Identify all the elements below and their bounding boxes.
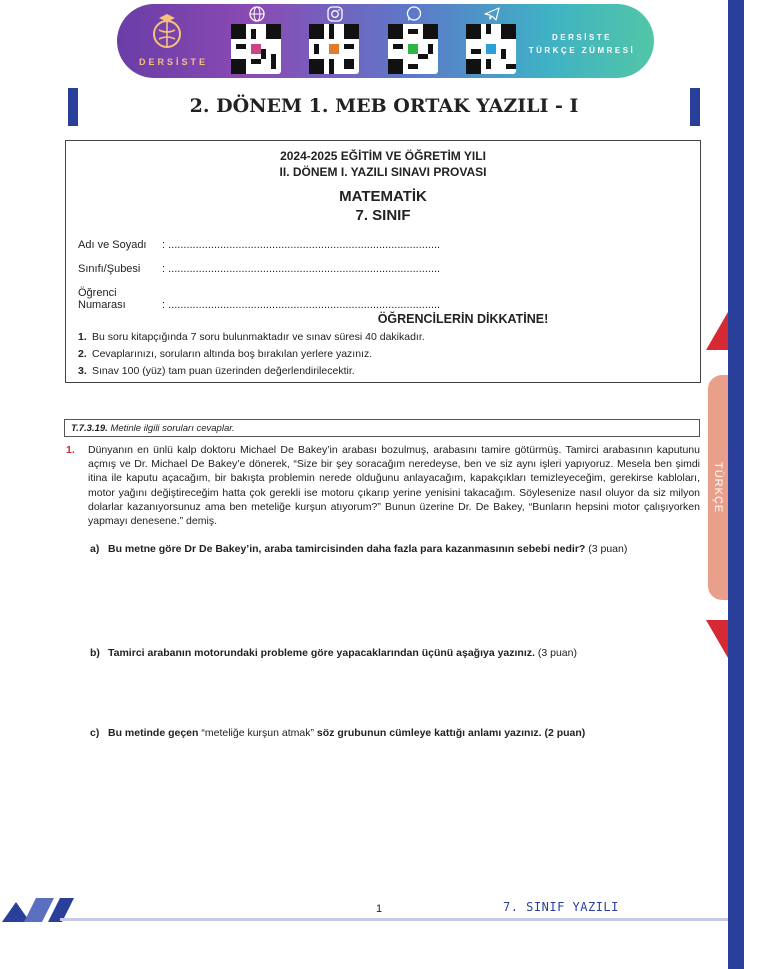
- reading-passage: Dünyanın en ünlü kalp doktoru Michael De Bakey’in arabası bozulmuş, arabasını tamire götürmüş. Tamirci arabasının kaputunu açmış ve Dr. Michael De Bakey’e dönerek, “Size bir şey soracağım neredeyse, ben ve siz aynı işleri yapıyoruz. Mesela ben şimdi itina ile kaputu açacağım, bir bakışta problemin nerede olduğunu anlayacağım, kapakçıkları temizleyeceğim, gerekirse kabloları, motor yağını değiştireceğim hatta çok gerekli ise motoru çıkarıp yerine yenisini takacağım. Söylesenize nasıl oluyor da siz milyon dolarlar kazanıyorsunuz ama ben meteliğe kurşun atıyorum?” Bunun üzerine Dr. De Bakey, “Bunların hepsini motor çalışıyorken yapmayı denesene.” demiş.: [88, 444, 700, 528]
- field-dots: : .........................................................................................: [162, 299, 441, 311]
- telegram-icon: [483, 5, 501, 23]
- sub-question-text: Bu metne göre Dr De Bakey’in, araba tamircisinden daha fazla para kazanmasının sebebi nedir?: [108, 543, 586, 555]
- red-triangle-top: [706, 312, 728, 350]
- rule-number: 1.: [78, 331, 87, 343]
- sub-question-text-continued: söz grubunun cümleye kattığı anlamı yazınız. (2 puan): [316, 727, 586, 739]
- rule-text: Cevaplarınızı, soruların altında boş bırakılan yerlere yazınız.: [92, 348, 373, 360]
- footer-label: 7. SINIF YAZILI: [503, 900, 619, 914]
- sub-question-letter: a): [90, 543, 100, 555]
- sub-question-c: [90, 727, 585, 739]
- header-banner: [117, 4, 654, 78]
- brain-logo-icon: [147, 12, 187, 52]
- field-label: Sınıfı/Şubesi: [78, 263, 141, 275]
- idiom-quote: “meteliğe kurşun atmak”: [198, 727, 317, 739]
- rule-number: 3.: [78, 365, 87, 377]
- qr-code-instagram[interactable]: [309, 24, 359, 74]
- banner-title: [522, 31, 642, 57]
- student-name-field[interactable]: [78, 239, 440, 251]
- rule-text: Bu soru kitapçığında 7 soru bulunmaktadır ve sınav süresi 40 dakikadır.: [92, 331, 425, 343]
- student-number-field[interactable]: [78, 287, 440, 311]
- rule-number: 2.: [78, 348, 87, 360]
- instagram-icon: [326, 5, 344, 23]
- title-marker-left: [68, 88, 78, 126]
- qr-code-website[interactable]: [231, 24, 281, 74]
- academic-year: 2024-2025 EĞİTİM VE ÖĞRETİM YILI: [280, 149, 486, 163]
- objective-code: T.7.3.19.: [71, 423, 108, 434]
- question-number: 1.: [66, 444, 75, 456]
- exam-name: II. DÖNEM I. YAZILI SINAVI PROVASI: [279, 165, 487, 179]
- right-edge-band: [728, 0, 744, 969]
- footer-line: [60, 918, 728, 921]
- subject-side-tab: [708, 375, 728, 600]
- red-triangle-bottom: [706, 620, 728, 658]
- sub-question-text: Bu metinde geçen: [108, 727, 199, 739]
- banner-title-line1: DERSİSTE: [551, 33, 612, 42]
- objective-text: Metinle ilgili soruları cevaplar.: [110, 423, 235, 434]
- globe-icon: [248, 5, 266, 23]
- qr-code-telegram[interactable]: [466, 24, 516, 74]
- sub-question-points: (3 puan): [585, 543, 628, 555]
- field-label: Adı ve Soyadı: [78, 239, 147, 251]
- field-dots: : .........................................................................................: [162, 239, 441, 251]
- class-field[interactable]: [78, 263, 440, 275]
- rule-item: [78, 365, 355, 377]
- sub-question-letter: b): [90, 647, 100, 659]
- rule-item: [78, 348, 372, 360]
- sub-question-letter: c): [90, 727, 100, 739]
- sub-question-a: [90, 543, 627, 555]
- rule-text: Sınav 100 (yüz) tam puan üzerinden değerlendirilecektir.: [92, 365, 355, 377]
- qr-code-whatsapp[interactable]: [388, 24, 438, 74]
- sub-question-b: [90, 647, 577, 659]
- page-title: 2. DÖNEM 1. MEB ORTAK YAZILI - I: [189, 95, 579, 117]
- banner-title-line2: TÜRKÇE ZÜMRESİ: [528, 46, 636, 55]
- page-number: 1: [376, 903, 383, 915]
- title-marker-right: [690, 88, 700, 126]
- grade-level: 7. SINIF: [355, 207, 411, 224]
- sub-question-text: Tamirci arabanın motorundaki probleme göre yapacaklarından üçünü aşağıya yazınız.: [108, 647, 535, 659]
- subject-name: MATEMATİK: [339, 188, 427, 205]
- field-dots: : .........................................................................................: [162, 263, 441, 275]
- warning-title: ÖĞRENCİLERİN DİKKATİNE!: [377, 312, 549, 326]
- learning-objective: [64, 419, 700, 437]
- field-label: Öğrenci Numarası: [78, 287, 126, 311]
- whatsapp-icon: [405, 5, 423, 23]
- exam-info-box: [65, 140, 701, 383]
- brand-name: DERSİSTE: [139, 57, 209, 67]
- side-tab-label: TÜRKÇE: [712, 461, 724, 514]
- rule-item: [78, 331, 425, 343]
- sub-question-points: (3 puan): [534, 647, 577, 659]
